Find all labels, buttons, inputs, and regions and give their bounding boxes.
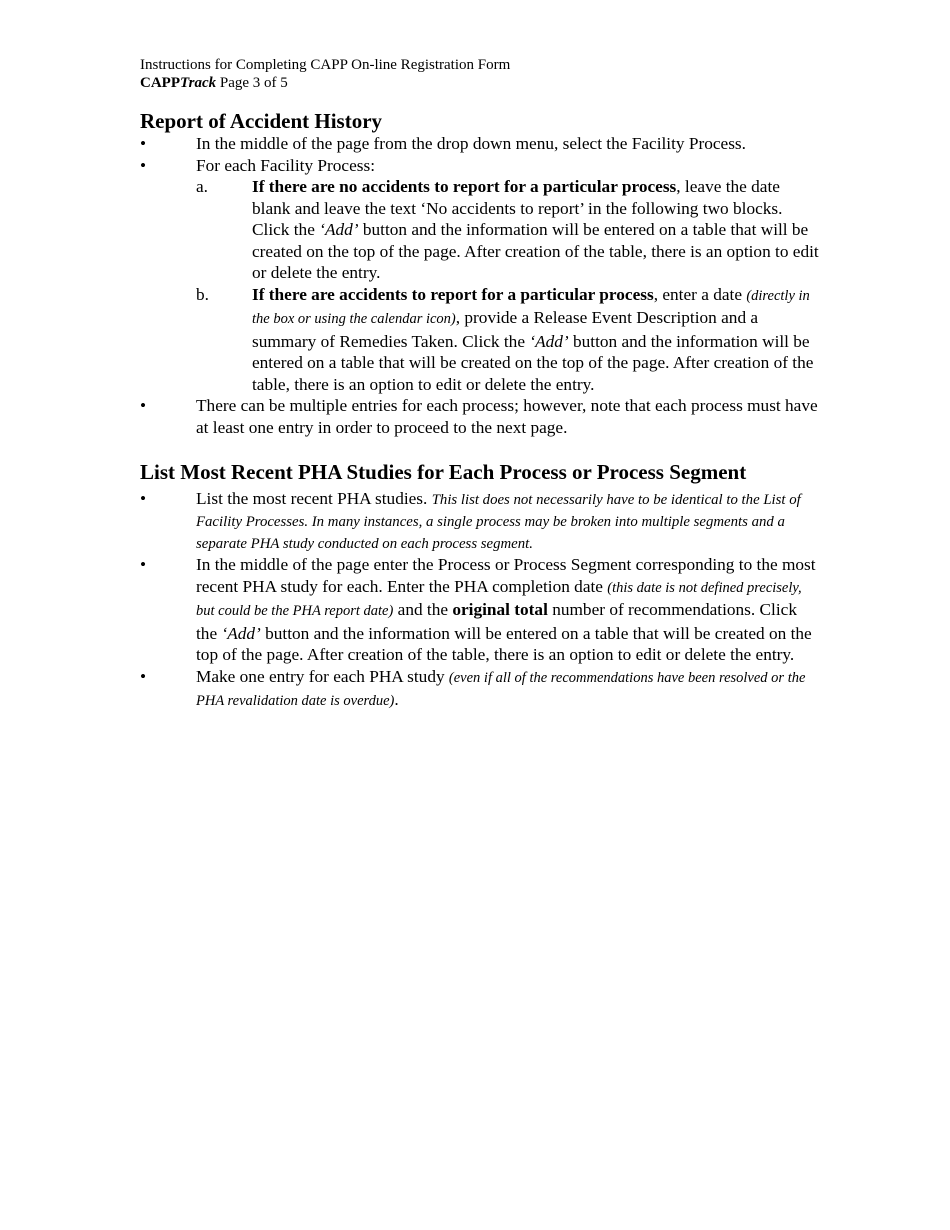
bullet-mark: • [140, 666, 147, 686]
accident-history-heading: Report of Accident History [140, 109, 383, 133]
document-header-page [140, 74, 820, 92]
document-header-title: Instructions for Completing CAPP On-line Registration Form [140, 57, 511, 73]
bullet-mark: • [140, 555, 147, 574]
accident-bullet-multiple-entries: • There can be multiple entries for each process; however, note that each process must have at least one entry in order to proceed to the next page. [140, 396, 818, 437]
item-marker-b: b. [196, 284, 209, 304]
brand-capp: CAPP [140, 75, 180, 91]
accident-item-no-accidents: a. If there are no accidents to report for a particular process, leave the date blank and leave the text ‘No accidents to report’ in the following two blocks. Click the ‘Add’ button and the information will be entered on a table that will be created on the top of the page. After creation of the table, there is an option to edit or delete the entry. [196, 177, 819, 282]
item-marker-a: a. [196, 177, 208, 196]
document-page [140, 56, 820, 713]
accident-item-has-accidents: b. If there are accidents to report for a particular process, enter a date (directly in the box or using the calendar icon), provide a Release Event Description and a summary of Remedies Taken. Click the ‘Add’ button and the information will be entered on a table that will be created on the top of the page. After creation of the table, there is an option to edit or delete the entry. [196, 284, 814, 394]
page-number: Page 3 of 5 [219, 75, 288, 91]
bullet-mark: • [140, 489, 147, 508]
bullet-mark: • [140, 396, 147, 415]
pha-bullet-one-entry: • Make one entry for each PHA study (even if all of the recommendations have been resolved or the PHA revalidation date is overdue). [140, 666, 806, 709]
bullet-mark: • [140, 155, 147, 175]
pha-bullet-list-studies: • List the most recent PHA studies. This list does not necessarily have to be identical to the List of Facility Processes. In many instances, a single process may be broken into multiple segments and a separate PHA study conducted on each process segment. [140, 489, 801, 552]
pha-studies-heading: List Most Recent PHA Studies for Each Process or Process Segment [140, 460, 747, 484]
pha-bullet-enter-process: • In the middle of the page enter the Process or Process Segment corresponding to the most recent PHA study for each. Enter the PHA completion date (this date is not defined precisely, but could be the PHA report date) and the original total number of recommendations. Click the ‘Add’ button and the information will be entered on a table that will be created on the top of the page. After creation of the table, there is an option to edit or delete the entry. [140, 555, 816, 664]
brand-track: Track [180, 75, 217, 91]
accident-bullet-select-process: • In the middle of the page from the drop down menu, select the Facility Process. [140, 134, 746, 153]
accident-bullet-each-process: • For each Facility Process: [140, 155, 376, 175]
bullet-mark: • [140, 134, 147, 153]
